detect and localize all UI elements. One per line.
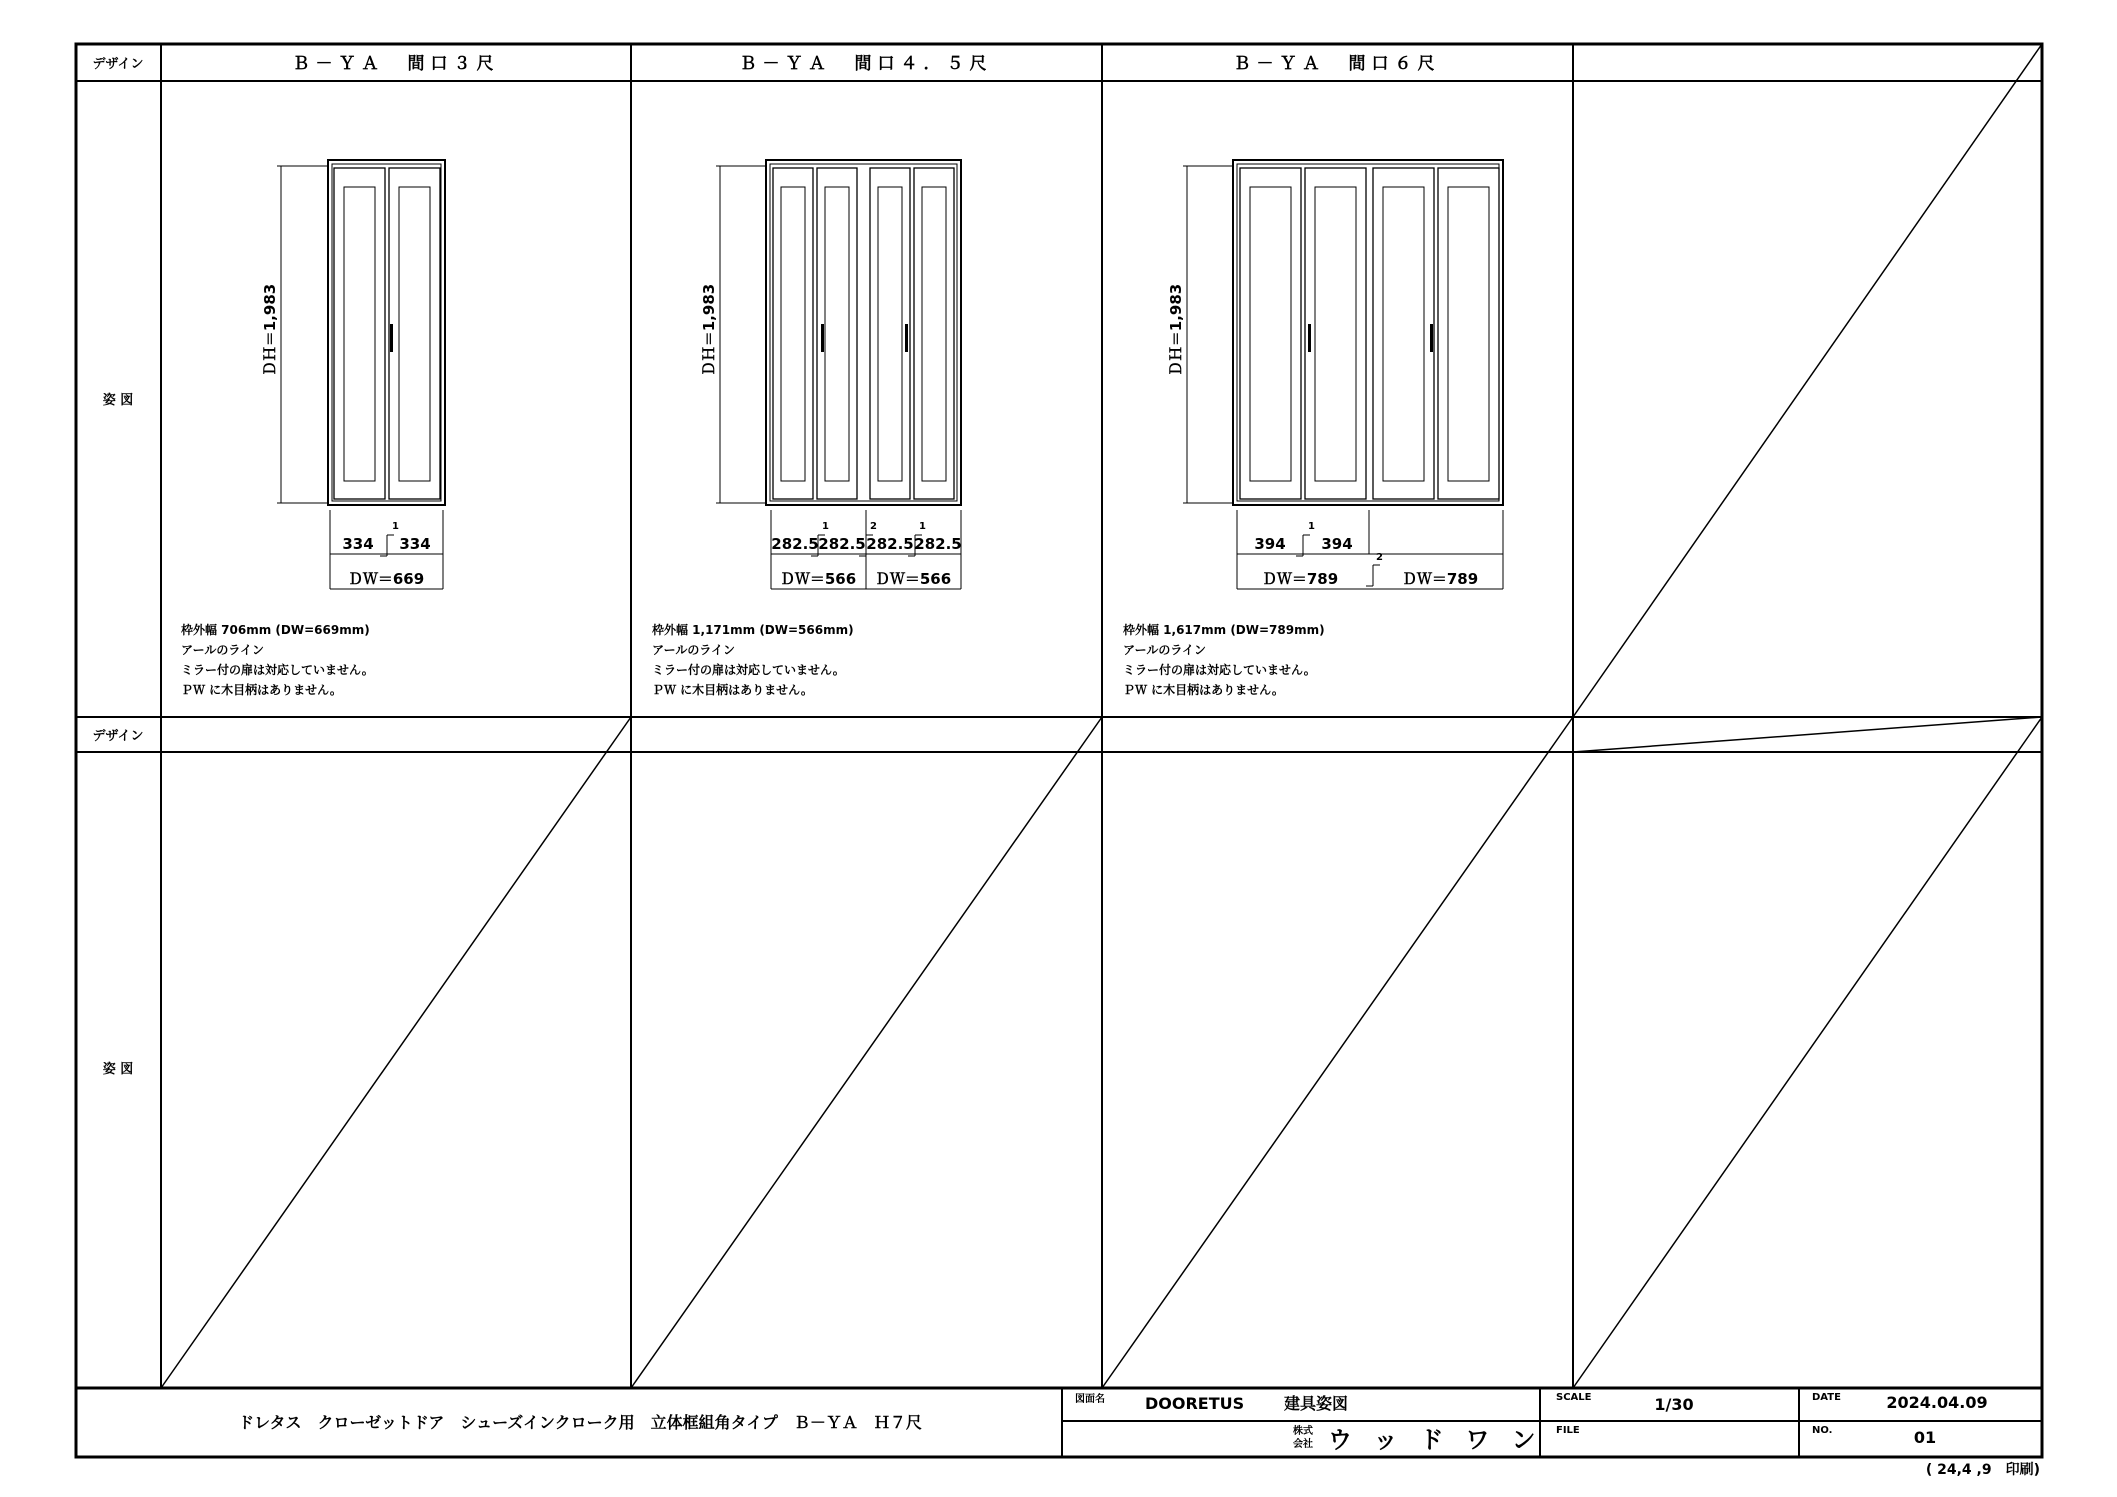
door-handle [390,324,393,352]
door-panel-inset [1315,187,1356,481]
door-frame [766,160,961,505]
door-elevation [328,160,445,505]
door-frame [1233,160,1503,505]
joint-number: 1 [392,521,399,532]
door-width-dimension: ＤＷ＝669 [347,570,425,588]
door-panel-inset [922,187,946,481]
spec-note: アールのライン [181,643,265,657]
empty-cell-diagonal [1573,44,2042,717]
door-panel [334,168,385,499]
print-stamp: ( 24,4 ,9 印刷) [1925,1462,2040,1478]
spec-note: 枠外幅 1,617mm (DW=789mm) [1123,623,1325,637]
number-value: 01 [1913,1428,1937,1447]
date-label: DATE [1812,1392,1841,1403]
spec-note: ミラー付の扉は対応していません。 [1123,663,1316,677]
door-height-dimension: ＤＨ＝1,983 [1167,283,1185,377]
door-height-dimension: ＤＨ＝1,983 [261,283,279,377]
door-handle [905,324,908,352]
door-panel [914,168,954,499]
door-panel-inset [878,187,902,481]
empty-cell-diagonal [631,717,1102,1388]
company-prefix: 会社 [1293,1439,1313,1450]
door-width-dimension: ＤＷ＝789 [1261,570,1339,588]
door-elevation [1233,160,1503,505]
spec-note: ＰＷ に木目柄はありません。 [652,683,813,697]
panel-width-dimension: 394 [1254,535,1286,553]
drawing-type: 建具姿図 [1284,1394,1349,1413]
empty-cell-diagonal [1573,717,2042,752]
joint-number: 2 [1376,552,1383,563]
door-panel [1373,168,1434,499]
joint-number: 2 [870,521,877,532]
door-handle [1308,324,1311,352]
door-panel [1305,168,1366,499]
door-panel-inset [399,187,430,481]
row-label-elevation: 姿 図 [102,1062,134,1077]
door-panel-inset [781,187,805,481]
joint-number: 1 [919,521,926,532]
door-height-dimension: ＤＨ＝1,983 [700,283,718,377]
door-width-dimension: ＤＷ＝566 [874,570,952,588]
dimension-lines [277,166,443,589]
column-title: Ｂ－ＹＡ 間口６尺 [1233,54,1441,74]
company-name: ウッドワン [1328,1426,1558,1454]
joint-number: 1 [1308,521,1315,532]
panel-width-dimension: 282.5 [818,535,866,553]
door-frame-inner [1237,164,1499,501]
empty-cell-diagonal [1102,717,1573,1388]
date-value: 2024.04.09 [1886,1393,1988,1412]
door-panel [1438,168,1499,499]
spec-note: ミラー付の扉は対応していません。 [652,663,845,677]
door-panel-inset [825,187,849,481]
door-panel [1240,168,1301,499]
spec-note: 枠外幅 1,171mm (DW=566mm) [652,623,854,637]
row-label-elevation: 姿 図 [102,393,134,408]
door-frame-inner [770,164,957,501]
door-panel [773,168,813,499]
company-prefix: 株式 [1293,1426,1313,1437]
number-label: NO. [1812,1425,1833,1436]
door-width-dimension: ＤＷ＝566 [779,570,857,588]
door-panel [389,168,440,499]
door-handle [1430,324,1433,352]
door-width-dimension: ＤＷ＝789 [1401,570,1479,588]
spec-note: ＰＷ に木目柄はありません。 [1123,683,1284,697]
door-elevation [766,160,961,505]
panel-width-dimension: 334 [399,535,431,553]
spec-note: アールのライン [1123,643,1207,657]
column-title: Ｂ－ＹＡ 間口４．５尺 [739,54,993,74]
project-name: DOORETUS [1145,1394,1245,1413]
panel-width-dimension: 282.5 [771,535,819,553]
panel-width-dimension: 282.5 [866,535,914,553]
project-label: 図面名 [1075,1394,1105,1405]
panel-width-dimension: 282.5 [914,535,962,553]
drawing-description: ドレタス クローゼットドア シューズインクローク用 立体框組角タイプ Ｂ－ＹＡ Ｈ７尺 [238,1413,922,1432]
door-panel-inset [344,187,375,481]
spec-note: ミラー付の扉は対応していません。 [181,663,374,677]
door-frame-inner [332,164,441,501]
door-panel [870,168,910,499]
spec-note: ＰＷ に木目柄はありません。 [181,683,342,697]
door-frame [328,160,445,505]
scale-value: 1/30 [1654,1395,1694,1414]
empty-cell-diagonal [1573,717,2042,1388]
door-panel-inset [1250,187,1291,481]
spec-note: アールのライン [652,643,736,657]
door-panel-inset [1383,187,1424,481]
column-title: Ｂ－ＹＡ 間口３尺 [292,54,500,74]
door-panel-inset [1448,187,1489,481]
dimension-lines [1183,166,1503,589]
joint-number: 1 [822,521,829,532]
empty-cell-diagonal [161,717,631,1388]
grid-lines [76,44,2042,1457]
row-label-design: デザイン [92,57,144,72]
spec-note: 枠外幅 706mm (DW=669mm) [181,623,370,637]
panel-width-dimension: 394 [1321,535,1353,553]
scale-label: SCALE [1556,1392,1592,1403]
row-label-design: デザイン [92,729,144,744]
door-handle [821,324,824,352]
file-label: FILE [1556,1425,1580,1436]
panel-width-dimension: 334 [342,535,374,553]
